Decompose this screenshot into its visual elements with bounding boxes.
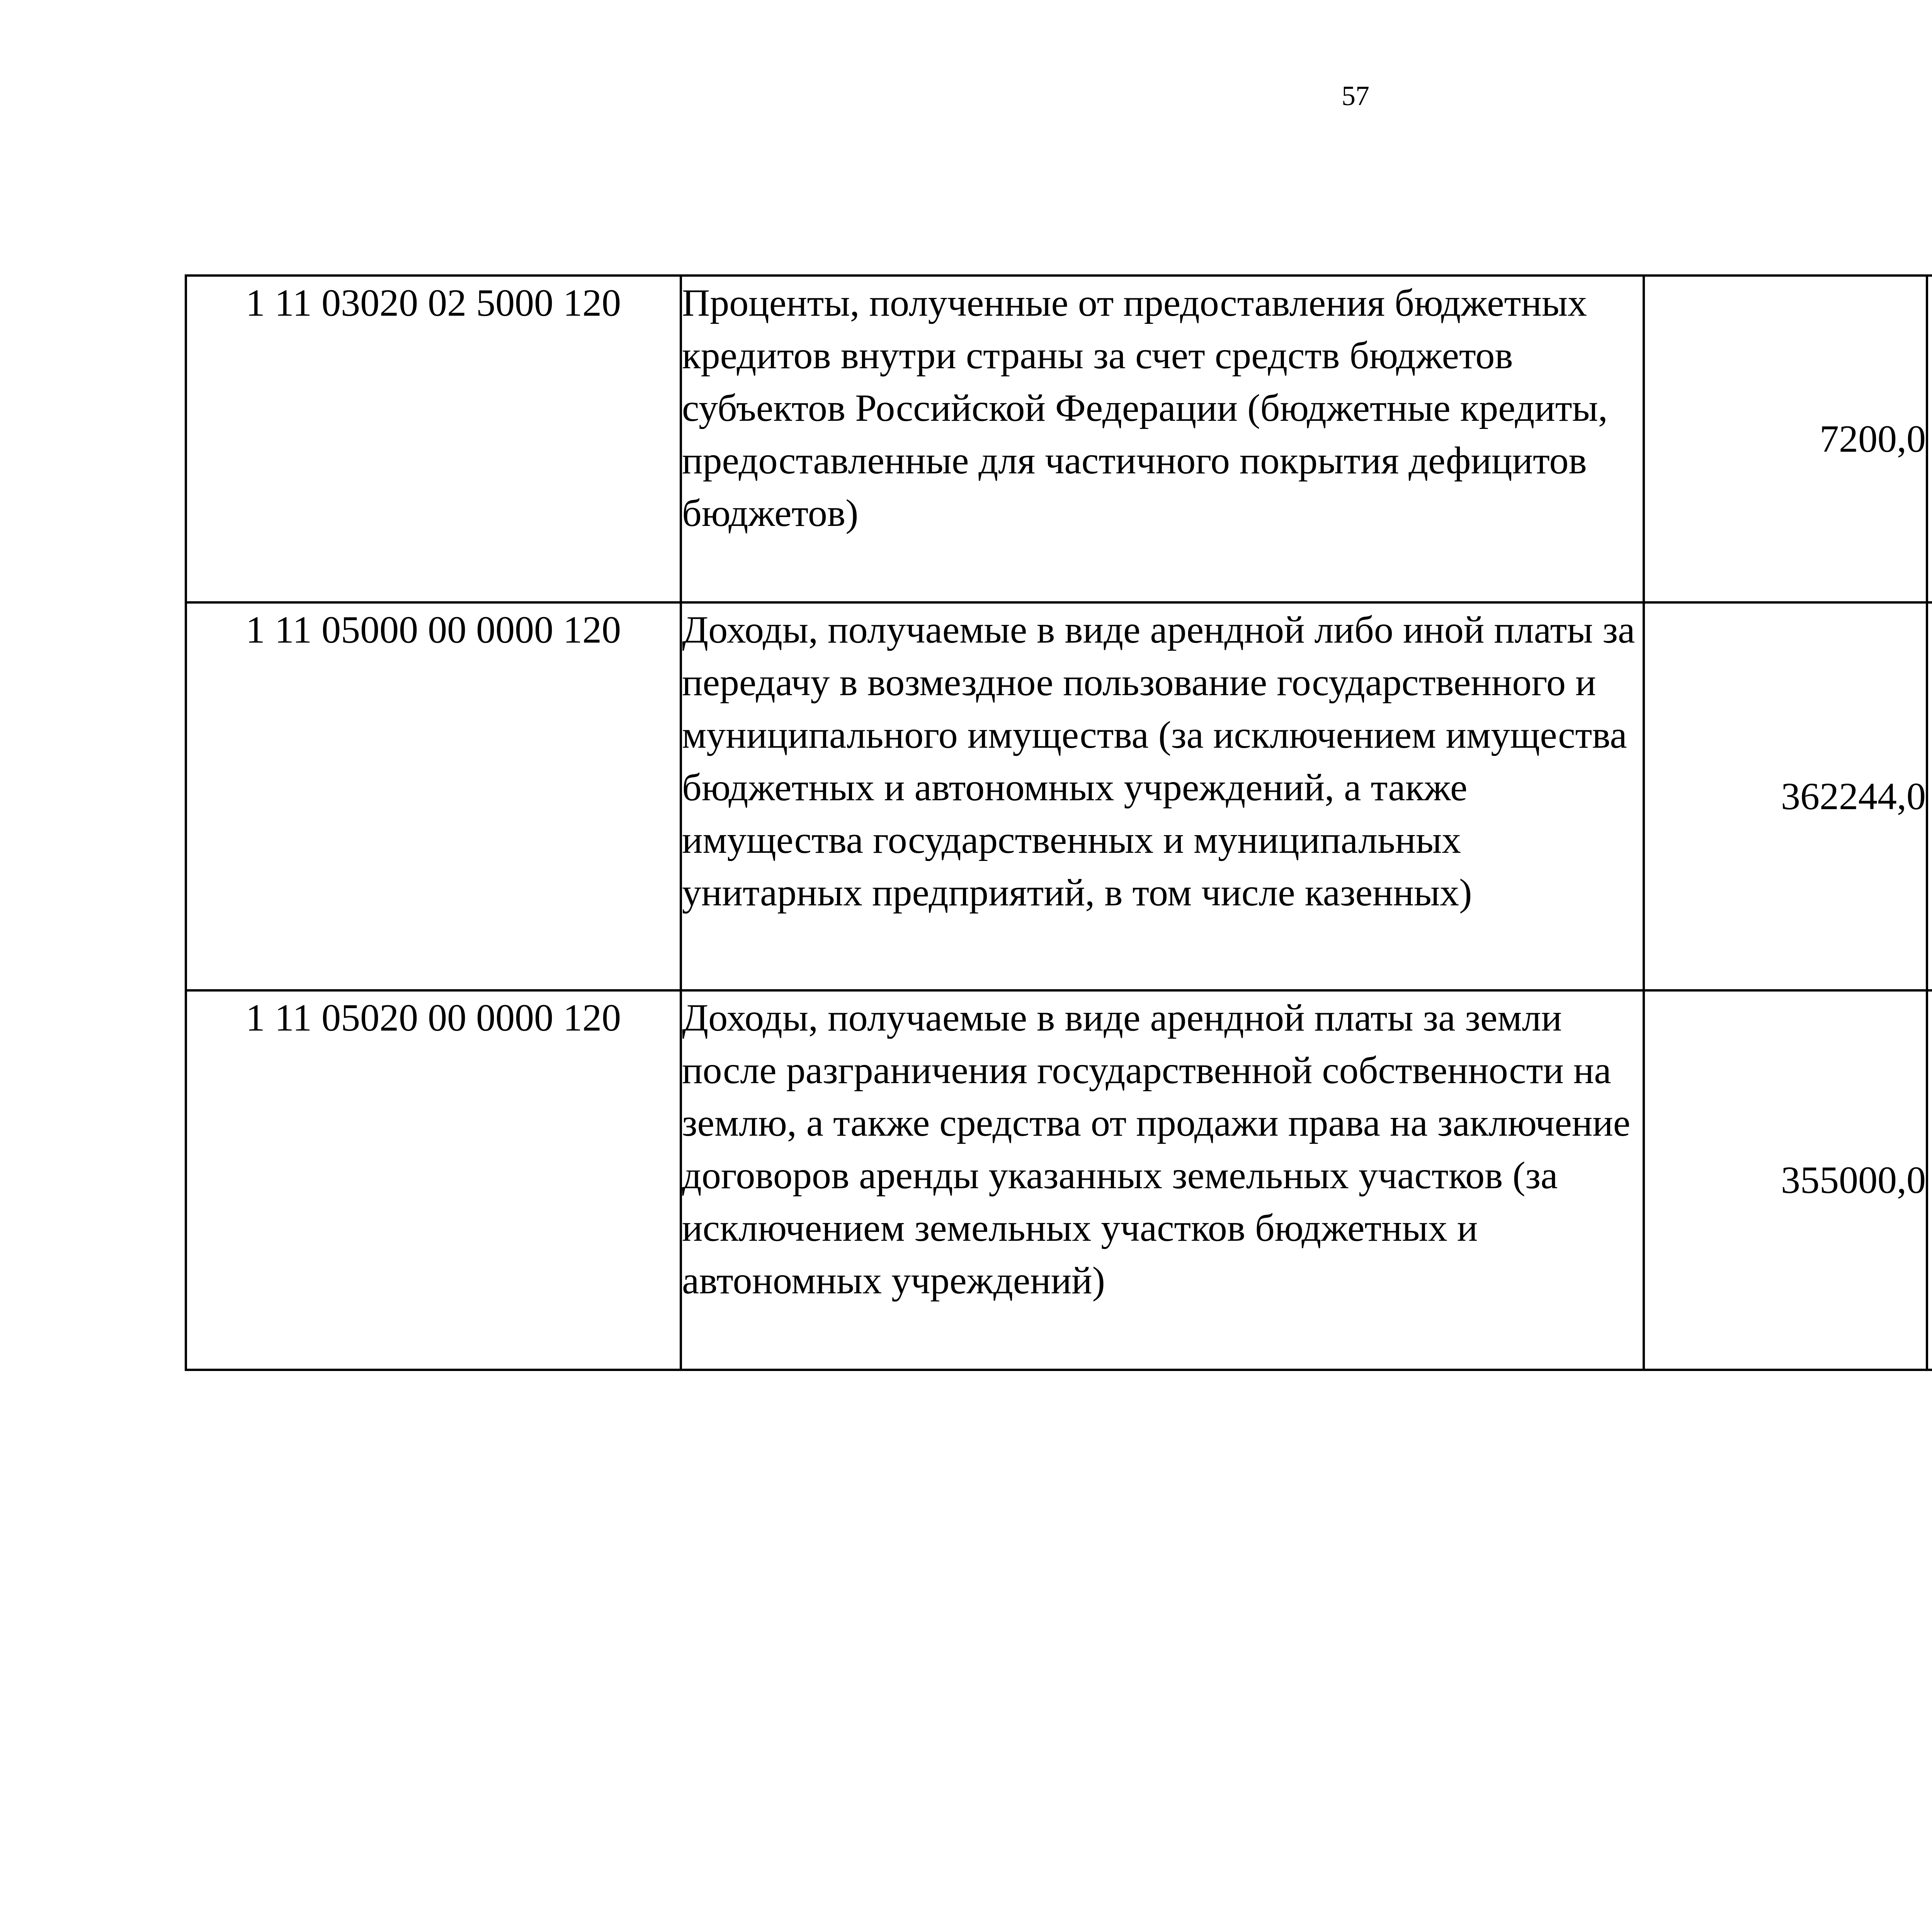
table-row: [186, 990, 1932, 1370]
revenue-name-cell: Проценты, полученные от предоставления бюджетных кредитов внутри страны за счет средств бюджетов субъектов Российской Федерации (бюджетные кредиты, предоставленные для частичного покрытия дефицитов бюджетов): [681, 276, 1644, 602]
value-cell-year-1: 7200,0: [1644, 276, 1927, 602]
revenue-name-cell: Доходы, получаемые в виде арендной либо иной платы за передачу в возмездное пользование государственного и муниципального имущества (за исключением имущества бюджетных и автономных учреждений, а также имущества государственных и муниципальных унитарных предприятий, в том числе казенных): [681, 602, 1644, 990]
revenue-name-cell: Доходы, получаемые в виде арендной платы за земли после разграничения государственной собственности на землю, а также средства от продажи права на заключение договоров аренды указанных земельных участков (за исключением земельных участков бюджетных и автономных учреждений): [681, 990, 1644, 1370]
table-row: [186, 276, 1932, 602]
value-cell-year-2: [1927, 276, 1932, 602]
table-row: [186, 602, 1932, 990]
revenue-code-cell: 1 11 05000 00 0000 120: [186, 602, 681, 990]
value-cell-year-1: 355000,0: [1644, 990, 1927, 1370]
value-cell-year-2: [1927, 990, 1932, 1370]
value-cell-year-2: [1927, 602, 1932, 990]
budget-revenue-table: [185, 274, 1932, 1371]
revenue-code-cell: 1 11 05020 00 0000 120: [186, 990, 681, 1370]
value-cell-year-1: 362244,0: [1644, 602, 1927, 990]
page-number: 57: [1342, 80, 1369, 111]
revenue-code-cell: 1 11 03020 02 5000 120: [186, 276, 681, 602]
